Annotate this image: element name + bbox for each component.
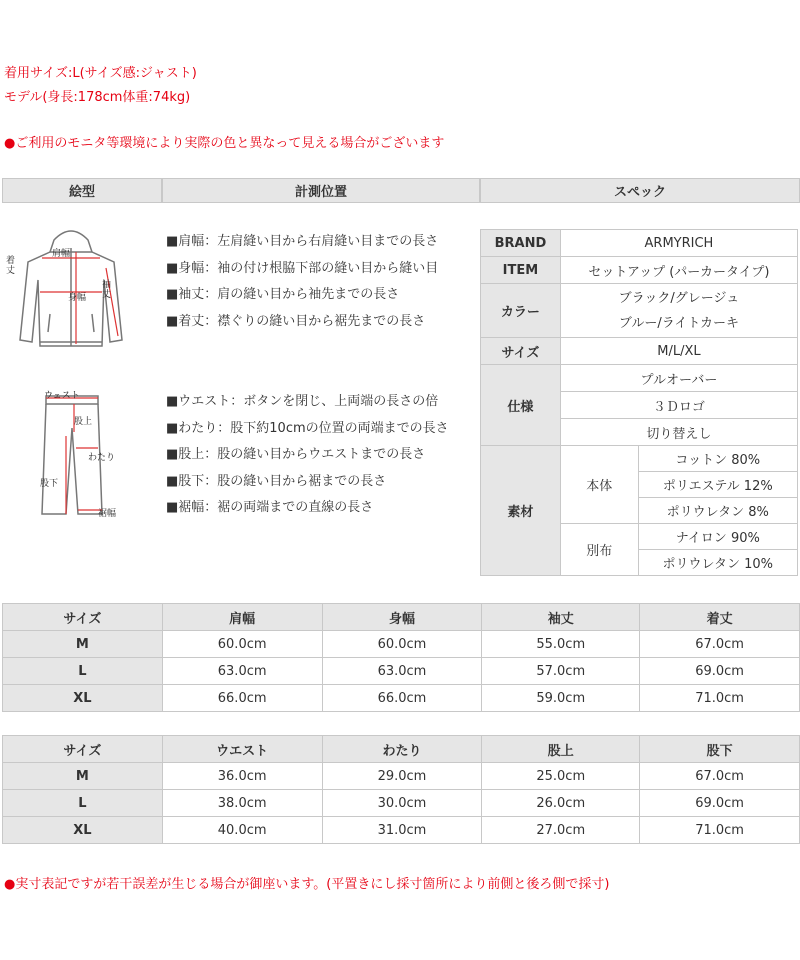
spec-body-1: コットン 80% [638,446,797,472]
spec-color-label: カラー [481,284,561,338]
pants-figure [36,388,126,523]
top-measure-list [166,229,438,335]
header-spec: スペック [480,178,800,203]
section-header [2,178,800,203]
measure-hem: ■裾幅：裾の両端までの直線の長さ [166,500,374,515]
cell-value: 25.0cm [482,763,640,790]
top-header-shoulder: 肩幅 [162,604,322,631]
spec-sub-1: ナイロン 90% [638,524,797,550]
header-measure-position: 計測位置 [162,178,480,203]
bottom-header-waist: ウエスト [162,736,322,763]
cell-value: 26.0cm [482,790,640,817]
bottom-header-rise: 股上 [482,736,640,763]
cell-value: 57.0cm [482,658,640,685]
spec-spec-label: 仕様 [481,365,561,446]
table-row [3,685,800,712]
spec-body-label: 本体 [560,446,638,524]
cell-value: 67.0cm [640,631,800,658]
spec-spec-1: プルオーバー [560,365,797,392]
hoodie-figure [6,222,136,362]
spec-table [480,229,798,576]
spec-spec-3: 切り替えし [560,419,797,446]
top-header-size: サイズ [3,604,163,631]
cell-value: 63.0cm [322,658,482,685]
spec-color-2: ブルー/ライトカーキ [618,315,739,331]
cell-value: 59.0cm [482,685,640,712]
table-row [3,658,800,685]
top-header-length: 着丈 [640,604,800,631]
spec-body-2: ポリエステル 12% [638,472,797,498]
bottom-header-inseam: 股下 [640,736,800,763]
cell-value: 30.0cm [322,790,482,817]
cell-value: 27.0cm [482,817,640,844]
hoodie-label-shoulder: 肩幅 [52,249,71,259]
measure-waist: ■ウエスト：ボタンを閉じ、上両端の長さの倍 [166,394,439,409]
table-row [3,631,800,658]
measure-body: ■身幅：袖の付け根脇下部の縫い目から縫い目 [166,260,439,276]
measure-length: ■着丈：襟ぐりの縫い目から裾先までの長さ [166,313,426,329]
cell-value: 66.0cm [322,685,482,712]
cell-value: 31.0cm [322,817,482,844]
cell-value: 60.0cm [322,631,482,658]
hoodie-label-body: 身幅 [68,293,87,303]
cell-value: 69.0cm [640,658,800,685]
pants-label-waist: ウェスト [44,391,80,401]
header-figure: 絵型 [2,178,162,203]
measure-rise: ■股上：股の縫い目からウエストまでの長さ [166,447,426,462]
monitor-warning: ●ご利用のモニタ等環境により実際の色と異なって見える場合がございます [4,136,445,151]
pants-label-inseam: 股下 [40,479,59,489]
cell-value: 55.0cm [482,631,640,658]
spec-sub-label: 別布 [560,524,638,576]
spec-item-label: ITEM [481,257,561,284]
row-size: L [3,658,163,685]
top-header-body: 身幅 [322,604,482,631]
spec-spec-2: ３Ｄロゴ [560,392,797,419]
pants-label-rise: 股上 [74,417,93,427]
hoodie-label-length: 着丈 [6,256,16,276]
cell-value: 71.0cm [640,685,800,712]
bottom-header-thigh: わたり [322,736,482,763]
cell-value: 66.0cm [162,685,322,712]
top-header-sleeve: 袖丈 [482,604,640,631]
row-size: M [3,763,163,790]
cell-value: 63.0cm [162,658,322,685]
cell-value: 60.0cm [162,631,322,658]
table-row [3,817,800,844]
top-size-table [2,603,800,712]
cell-value: 40.0cm [162,817,322,844]
model-note: モデル(身長:178cm体重:74kg) [4,90,191,105]
size-worn-note: 着用サイズ:L(サイズ感:ジャスト) [4,66,197,81]
measure-shoulder: ■肩幅：左肩縫い目から右肩縫い目までの長さ [166,234,439,249]
spec-item-value: セットアップ (パーカータイプ) [560,257,797,284]
spec-material-label: 素材 [481,446,561,576]
spec-brand-label: BRAND [481,230,561,257]
cell-value: 71.0cm [640,817,800,844]
row-size: M [3,631,163,658]
bottom-measure-list [166,389,449,522]
row-size: XL [3,817,163,844]
pants-label-hem: 裾幅 [98,509,117,519]
measure-sleeve: ■袖丈：肩の縫い目から袖先までの長さ [166,287,400,302]
measure-inseam: ■股下：股の縫い目から裾までの長さ [166,473,387,489]
hoodie-label-sleeve: 袖丈 [102,280,112,300]
row-size: XL [3,685,163,712]
spec-color-1: ブラック/グレージュ [618,290,740,306]
spec-size-label: サイズ [481,338,561,365]
spec-size-value: M/L/XL [560,338,797,365]
pants-label-thigh: わたり [88,453,116,463]
measure-warning: ●実寸表記ですが若干誤差が生じる場合が御座います。(平置きにし採寸箇所により前側と後ろ側で採寸) [4,877,610,892]
spec-body-3: ポリウレタン 8% [638,498,797,524]
cell-value: 36.0cm [162,763,322,790]
cell-value: 69.0cm [640,790,800,817]
bottom-size-table [2,735,800,844]
table-row [3,790,800,817]
cell-value: 38.0cm [162,790,322,817]
row-size: L [3,790,163,817]
bottom-header-size: サイズ [3,736,163,763]
spec-color-value [560,284,797,338]
cell-value: 29.0cm [322,763,482,790]
spec-sub-2: ポリウレタン 10% [638,550,797,576]
measure-thigh: ■わたり：股下約10cmの位置の両端までの長さ [166,420,449,436]
table-row [3,763,800,790]
cell-value: 67.0cm [640,763,800,790]
spec-brand-value: ARMYRICH [560,230,797,257]
